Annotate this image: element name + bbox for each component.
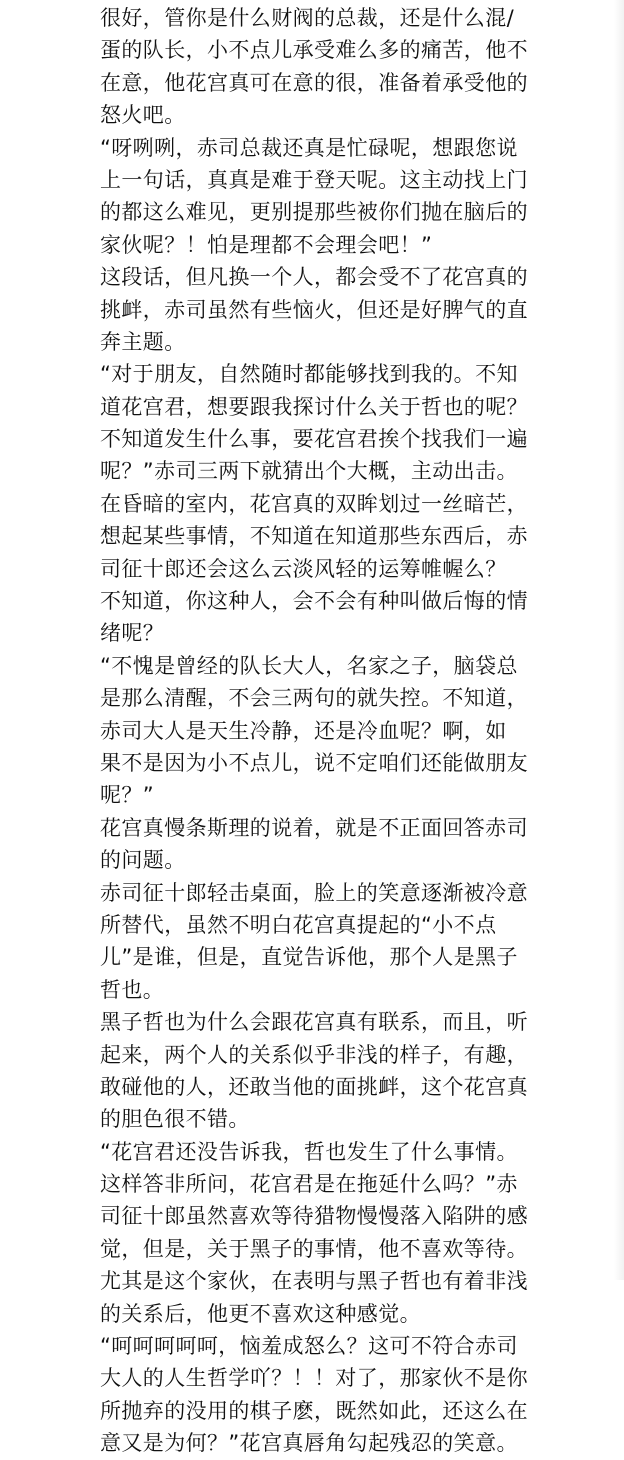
text-line: “对于朋友，自然随时都能够找到我的。不知 bbox=[100, 362, 518, 387]
text-line: 所替代，虽然不明白花宫真提起的“小不点 bbox=[100, 912, 497, 937]
text-line: 很好，管你是什么财阀的总裁，还是什么混/ bbox=[100, 6, 515, 30]
text-line: 所抛弃的没用的棋子麽，既然如此，还这么在 bbox=[100, 1398, 528, 1423]
text-line: 意又是为何？”花宫真唇角勾起残忍的笑意。 bbox=[100, 1431, 518, 1456]
text-line: 这段话，但凡换一个人，都会受不了花宫真的 bbox=[100, 265, 528, 290]
page-edge-shadow bbox=[614, 0, 624, 1280]
text-line: 想起某些事情，不知道在知道那些东西后，赤 bbox=[100, 524, 528, 549]
text-line: 的问题。 bbox=[100, 848, 186, 873]
text-line: “呵呵呵呵呵，恼羞成怒么？这可不符合赤司 bbox=[100, 1334, 518, 1359]
text-line: 敢碰他的人，还敢当他的面挑衅，这个花宫真 bbox=[100, 1074, 528, 1099]
text-line: 蛋的队长，小不点儿承受难么多的痛苦，他不 bbox=[100, 38, 528, 63]
text-line: 在意，他花宫真可在意的很，准备着承受他的 bbox=[100, 70, 528, 95]
text-line: 的关系后，他更不喜欢这种感觉。 bbox=[100, 1301, 421, 1326]
text-line: “呀咧咧，赤司总裁还真是忙碌呢，想跟您说 bbox=[100, 135, 518, 160]
text-line: 道花宫君，想要跟我探讨什么关于哲也的呢？ bbox=[100, 394, 528, 419]
text-line: 在昏暗的室内，花宫真的双眸划过一丝暗芒， bbox=[100, 491, 528, 516]
text-line: “不愧是曾经的队长大人，名家之子，脑袋总 bbox=[100, 653, 518, 678]
text-line: 司征十郎虽然喜欢等待猎物慢慢落入陷阱的感 bbox=[100, 1204, 528, 1229]
text-line: 不知道发生什么事，要花宫君挨个找我们一遍 bbox=[100, 427, 528, 452]
text-line: 的胆色很不错。 bbox=[100, 1107, 250, 1132]
text-line: 的都这么难见，更别提那些被你们抛在脑后的 bbox=[100, 200, 528, 225]
text-line: 花宫真慢条斯理的说着，就是不正面回答赤司 bbox=[100, 815, 528, 840]
text-line: 这样答非所问，花宫君是在拖延什么吗？”赤 bbox=[100, 1172, 518, 1197]
text-line: 怒火吧。 bbox=[100, 103, 186, 128]
text-line: 赤司征十郎轻击桌面，脸上的笑意逐渐被冷意 bbox=[100, 880, 528, 905]
text-line: 是那么清醒，不会三两句的就失控。不知道， bbox=[100, 686, 528, 711]
text-line: 果不是因为小不点儿，说不定咱们还能做朋友 bbox=[100, 750, 528, 775]
text-line: “花宫君还没告诉我，哲也发生了什么事情。 bbox=[100, 1139, 518, 1164]
novel-text-body bbox=[100, 2, 594, 1460]
text-line: 家伙呢？！怕是理都不会理会吧！” bbox=[100, 232, 433, 257]
text-line: 绪呢？ bbox=[100, 621, 165, 646]
text-line: 奔主题。 bbox=[100, 329, 186, 354]
text-line: 儿”是谁，但是，直觉告诉他，那个人是黑子 bbox=[100, 945, 518, 970]
text-line: 上一句话，真真是难于登天呢。这主动找上门 bbox=[100, 167, 528, 192]
text-line: 觉，但是，关于黑子的事情，他不喜欢等待。 bbox=[100, 1236, 528, 1261]
text-line: 呢？”赤司三两下就猜出个大概，主动出击。 bbox=[100, 459, 518, 484]
text-line: 不知道，你这种人，会不会有种叫做后悔的情 bbox=[100, 589, 528, 614]
text-line: 黑子哲也为什么会跟花宫真有联系，而且，听 bbox=[100, 1010, 528, 1035]
text-line: 挑衅，赤司虽然有些恼火，但还是好脾气的直 bbox=[100, 297, 528, 322]
text-line: 哲也。 bbox=[100, 977, 165, 1002]
text-line: 起来，两个人的关系似乎非浅的样子，有趣， bbox=[100, 1042, 528, 1067]
text-line: 赤司大人是天生冷静，还是冷血呢？啊，如 bbox=[100, 718, 507, 743]
text-line: 尤其是这个家伙，在表明与黑子哲也有着非浅 bbox=[100, 1269, 528, 1294]
text-line: 呢？” bbox=[100, 783, 155, 808]
text-line: 司征十郎还会这么云淡风轻的运筹帷幄么？ bbox=[100, 556, 507, 581]
text-line: 大人的人生哲学吖？！！对了，那家伙不是你 bbox=[100, 1366, 528, 1391]
